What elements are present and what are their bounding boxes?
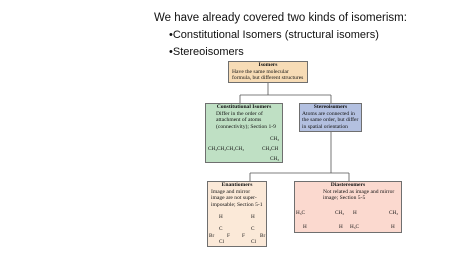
enantiomer-left-h: H (219, 214, 223, 220)
diastereomers-box (294, 181, 402, 233)
enantiomer-right-cl: Cl (251, 239, 256, 245)
enantiomer-right-f: F (242, 233, 245, 239)
constitutional-isomers-box (205, 103, 283, 163)
isomers-box (228, 61, 308, 83)
enantiomer-left-cl: Cl (219, 239, 224, 245)
trans-h-right: H (391, 224, 395, 230)
butane-formula: CH₃CH₂CH₂CH₃ (208, 146, 245, 152)
trans-methyl-right: CH₃ (389, 210, 399, 216)
bullet-constitutional: •Constitutional Isomers (structural isomers) (169, 29, 379, 41)
isobutane-main: CH₃CH (262, 146, 279, 152)
enantiomer-left-c: C (219, 226, 223, 232)
enantiomers-desc: Image and mirror image are not super-imposable; Section 5-1 (211, 188, 263, 209)
constitutional-desc: Differ in the order of attachment of atoms (connectivity); Section 1-9 (216, 110, 276, 131)
diastereomers-title: Diastereomers (330, 182, 366, 188)
isomers-desc: Have the same molecular formula, but different structures (232, 68, 304, 82)
cis-h-left: H (303, 224, 307, 230)
enantiomer-right-h: H (251, 214, 255, 220)
slide-heading: We have already covered two kinds of isomerism: (154, 12, 407, 24)
enantiomer-left-f: F (227, 233, 230, 239)
cis-methyl-left: H₃C (296, 210, 306, 216)
cis-h-right: H (339, 224, 343, 230)
bullet-stereoisomers: •Stereoisomers (169, 46, 244, 58)
trans-methyl-left: H₃C (350, 224, 360, 230)
enantiomer-left-br: Br (209, 233, 215, 239)
stereoisomers-desc: Atoms are connected in the same order, but differ in spatial orientation (302, 110, 359, 131)
connector-isomers (240, 83, 331, 103)
enantiomers-title: Enantiomers (221, 182, 253, 188)
cis-methyl-right: CH₃ (335, 210, 345, 216)
diastereomers-desc: Not related as image and mirror image; Section 5-5 (323, 188, 395, 202)
enantiomer-right-br: Br (260, 233, 266, 239)
isobutane-bottom-methyl: CH₃ (270, 156, 280, 162)
trans-h-left: H (353, 210, 357, 216)
constitutional-title: Constitutional Isomers (216, 104, 272, 110)
isobutane-top-methyl: CH₃ (270, 136, 280, 142)
enantiomer-right-c: C (251, 226, 255, 232)
enantiomers-box (207, 181, 267, 247)
stereoisomers-box (299, 103, 362, 132)
isomers-title: Isomers (258, 62, 278, 68)
stereoisomers-title: Stereoisomers (313, 104, 348, 110)
